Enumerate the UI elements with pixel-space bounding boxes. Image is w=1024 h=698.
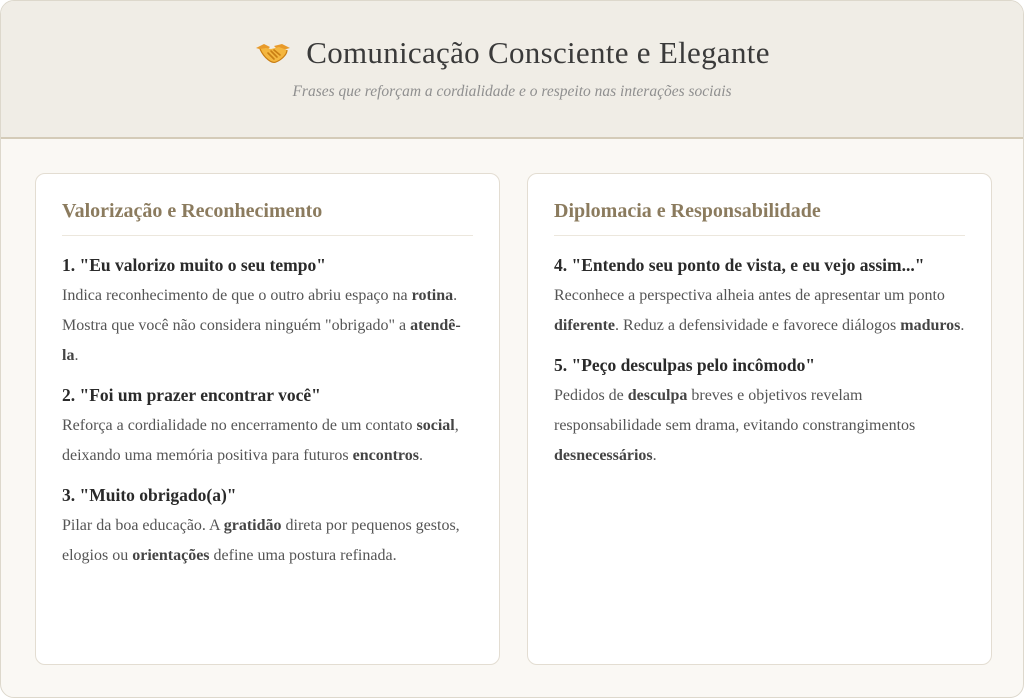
description-text: Indica reconhecimento de que o outro abriu espaço na <box>62 287 412 304</box>
phrase-title: 5. "Peço desculpas pelo incômodo" <box>554 355 816 375</box>
description-text: . Mostra que você não considera ninguém "obrigado" a <box>62 287 458 334</box>
description-text: Reforça a cordialidade no encerramento de um contato <box>62 417 417 434</box>
description-text: . <box>652 447 657 464</box>
phrase-item <box>62 255 473 371</box>
emphasis-text: desculpa <box>627 387 688 404</box>
description-text: breves e objetivos revelam responsabilidade sem drama, evitando constrangimentos <box>554 387 916 434</box>
emphasis-text: rotina <box>411 287 454 304</box>
emphasis-text: gratidão <box>223 517 282 534</box>
emphasis-text: encontros <box>352 447 419 464</box>
phrase-description <box>554 281 965 341</box>
description-text: Reconhece a perspectiva alheia antes de apresentar um ponto <box>554 287 945 304</box>
phrase-item <box>554 255 965 341</box>
title-row <box>1 35 1023 71</box>
handshake-icon <box>254 38 292 68</box>
description-text: . <box>418 447 423 464</box>
phrase-item <box>62 385 473 471</box>
phrase-description <box>62 281 473 371</box>
emphasis-text: social <box>416 417 455 434</box>
description-text: . Reduz a defensividade e favorece diálogos <box>615 317 901 334</box>
description-text: define uma postura refinada. <box>209 547 397 564</box>
page-header <box>1 1 1023 139</box>
description-text: direta por pequenos gestos, elogios ou <box>62 517 460 564</box>
phrase-title: 4. "Entendo seu ponto de vista, e eu vejo assim..." <box>554 255 925 275</box>
description-text: Pedidos de <box>554 387 628 404</box>
description-text: Pilar da boa educação. A <box>62 517 224 534</box>
phrase-description <box>62 411 473 471</box>
emphasis-text: atendê-la <box>62 317 461 364</box>
phrase-title: 2. "Foi um prazer encontrar você" <box>62 385 321 405</box>
card-title: Valorização e Reconhecimento <box>62 200 473 236</box>
emphasis-text: orientações <box>132 547 210 564</box>
description-text: , deixando uma memória positiva para futuros <box>62 417 459 464</box>
page-title: Comunicação Consciente e Elegante <box>306 35 770 70</box>
emphasis-text: diferente <box>554 317 616 334</box>
phrase-item <box>62 485 473 571</box>
phrase-title: 3. "Muito obrigado(a)" <box>62 485 237 505</box>
phrase-description <box>62 511 473 571</box>
page-subtitle: Frases que reforçam a cordialidade e o respeito nas interações sociais <box>292 83 732 100</box>
description-text: . <box>74 347 79 364</box>
phrase-description <box>554 381 965 471</box>
card-valorizacao <box>35 173 500 665</box>
phrase-title: 1. "Eu valorizo muito o seu tempo" <box>62 255 326 275</box>
phrase-item <box>554 355 965 471</box>
card-diplomacia <box>527 173 992 665</box>
emphasis-text: desnecessários <box>554 447 653 464</box>
emphasis-text: maduros <box>900 317 961 334</box>
description-text: . <box>960 317 965 334</box>
card-title: Diplomacia e Responsabilidade <box>554 200 965 236</box>
